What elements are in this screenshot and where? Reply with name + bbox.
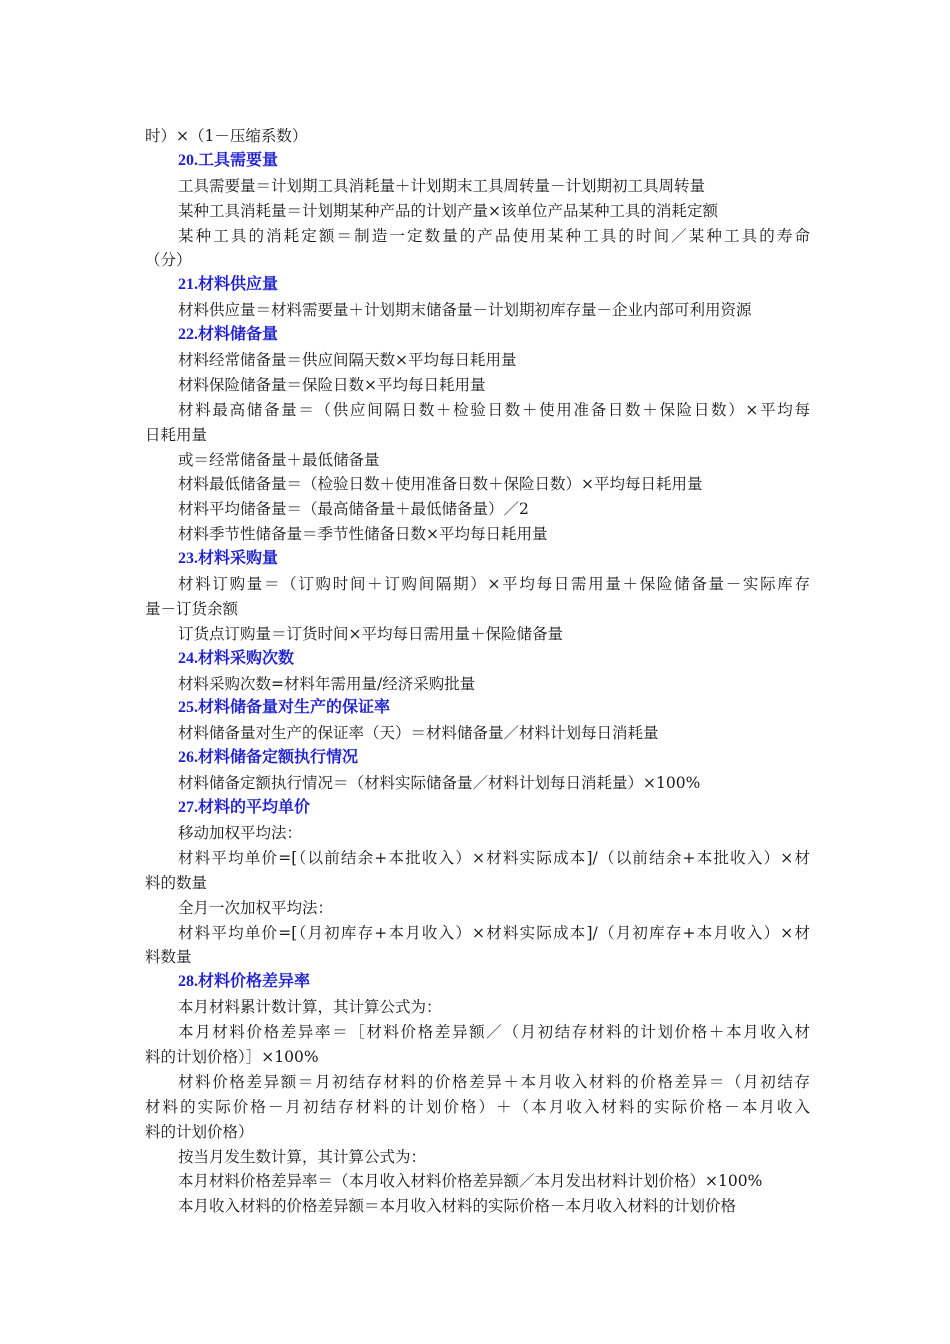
text-line: 工具需要量＝计划期工具消耗量＋计划期末工具周转量－计划期初工具周转量 — [178, 176, 706, 195]
text-line: （分） — [145, 251, 192, 270]
text-line: 材料订购量＝（订购时间＋订购间隔期）×平均每日需用量＋保险储备量－实际库存 — [178, 575, 810, 594]
text-line: 全月一次加权平均法： — [178, 898, 334, 917]
section-heading: 22.材料储备量 — [178, 326, 279, 344]
text-line: 量－订货余额 — [145, 599, 239, 618]
text-line: 日耗用量 — [145, 425, 208, 444]
text-line: 某种工具消耗量＝计划期某种产品的计划产量×该单位产品某种工具的消耗定额 — [178, 201, 718, 220]
text-line: 或＝经常储备量＋最低储备量 — [178, 450, 380, 469]
text-line: 材料保险储备量＝保险日数×平均每日耗用量 — [178, 375, 486, 394]
text-line: 材料最高储备量＝（供应间隔日数＋检验日数＋使用准备日数＋保险日数）×平均每 — [178, 400, 810, 419]
text-line: 材料价格差异额＝月初结存材料的价格差异＋本月收入材料的价格差异＝（月初结存 — [178, 1072, 810, 1091]
text-line: 材料经常储备量＝供应间隔天数×平均每日耗用量 — [178, 351, 517, 370]
section-heading: 23.材料采购量 — [178, 550, 279, 568]
section-heading: 21.材料供应量 — [178, 276, 279, 294]
text-line: 本月收入材料的价格差异额＝本月收入材料的实际价格－本月收入材料的计划价格 — [178, 1197, 737, 1216]
text-line: 材料平均单价=[（月初库存+本月收入）×材料实际成本]/（月初库存+本月收入）×材 — [178, 923, 810, 942]
text-line: 本月材料价格差异率＝［材料价格差异额／（月初结存材料的计划价格＋本月收入材 — [178, 1023, 810, 1042]
section-heading: 24.材料采购次数 — [178, 649, 295, 667]
text-line: 时）×（1－压缩系数） — [145, 127, 308, 145]
text-line: 材料储备量对生产的保证率（天）＝材料储备量／材料计划每日消耗量 — [178, 724, 659, 743]
text-line: 材料最低储备量＝（检验日数＋使用准备日数＋保险日数）×平均每日耗用量 — [178, 475, 703, 494]
text-line: 材料季节性储备量＝季节性储备日数×平均每日耗用量 — [178, 525, 548, 544]
text-line: 本月材料价格差异率＝（本月收入材料价格差异额／本月发出材料计划价格）×100% — [178, 1172, 763, 1191]
text-line: 订货点订购量＝订货时间×平均每日需用量＋保险储备量 — [178, 624, 563, 643]
text-line: 按当月发生数计算，其计算公式为： — [178, 1147, 427, 1166]
text-line: 材料的实际价格－月初结存材料的计划价格）＋（本月收入材料的实际价格－本月收入 — [145, 1097, 810, 1116]
section-heading: 26.材料储备定额执行情况 — [178, 749, 359, 767]
text-line: 某种工具的消耗定额＝制造一定数量的产品使用某种工具的时间／某种工具的寿命 — [178, 226, 810, 245]
text-line: 移动加权平均法： — [178, 823, 303, 842]
text-line: 料的数量 — [145, 873, 208, 892]
text-line: 料的计划价格） — [145, 1122, 254, 1141]
section-heading: 28.材料价格差异率 — [178, 973, 311, 991]
text-line: 料数量 — [145, 948, 192, 967]
text-line: 材料平均储备量＝（最高储备量＋最低储备量）／2 — [178, 500, 529, 519]
text-line: 材料供应量＝材料需要量＋计划期末储备量－计划期初库存量－企业内部可利用资源 — [178, 301, 752, 320]
text-line: 材料平均单价=[（以前结余+本批收入）×材料实际成本]/（以前结余+本批收入）×材 — [178, 848, 810, 867]
section-heading: 20.工具需要量 — [178, 151, 279, 169]
section-heading: 25.材料储备量对生产的保证率 — [178, 699, 391, 717]
text-line: 料的计划价格）］×100% — [145, 1047, 319, 1066]
text-line: 材料储备定额执行情况＝（材料实际储备量／材料计划每日消耗量）×100% — [178, 774, 701, 793]
section-heading: 27.材料的平均单价 — [178, 799, 311, 817]
text-line: 材料采购次数=材料年需用量/经济采购批量 — [178, 674, 476, 693]
text-line: 本月材料累计数计算，其计算公式为： — [178, 998, 442, 1017]
document-page — [145, 124, 810, 1219]
